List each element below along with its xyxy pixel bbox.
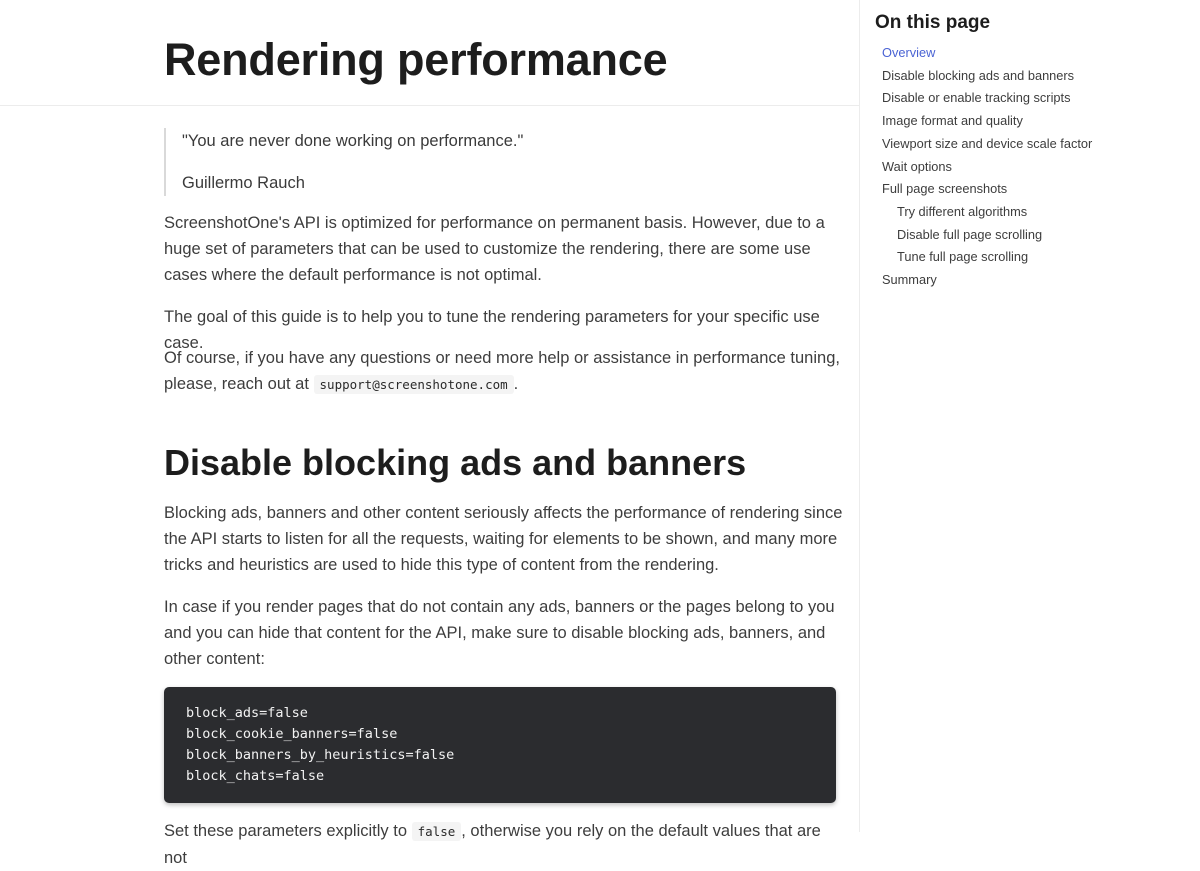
intro-paragraph-1: ScreenshotOne's API is optimized for performance on permanent basis. However, due to a huge set of parameters that can be used to customize the rendering, there are some use cases where the default performance is not optimal. [164,214,825,284]
toc-item-full-page-screenshots[interactable]: Full page screenshots [882,181,1008,197]
page-header [0,0,859,106]
code-line: block_banners_by_heuristics=false [186,747,455,763]
toc-item-summary[interactable]: Summary [882,272,937,288]
section-paragraph-3 [164,818,844,871]
toc-list [882,42,1092,292]
toc-item-image-format[interactable]: Image format and quality [882,113,1023,129]
quote-author: Guillermo Rauch [182,174,305,192]
code-line: block_ads=false [186,705,308,721]
intro-paragraph-3 [164,345,844,398]
toc-item-tune-scrolling[interactable]: Tune full page scrolling [897,249,1029,265]
intro-paragraph-2: The goal of this guide is to help you to tune the rendering parameters for your specific use case. [164,308,820,352]
quote-text: "You are never done working on performance." [182,132,524,150]
section-heading-disable-blocking: Disable blocking ads and banners [164,442,747,483]
toc-item-disable-scrolling[interactable]: Disable full page scrolling [897,226,1043,242]
code-line: block_chats=false [186,768,325,784]
toc-item-viewport-size[interactable]: Viewport size and device scale factor [882,135,1093,151]
toc-item-overview[interactable]: Overview [882,45,936,60]
toc-heading: On this page [875,12,991,33]
intro-paragraph-3-text: Of course, if you have any questions or need more help or assistance in performance tuning, please, reach out at [164,349,840,393]
section-paragraph-3-text: Set these parameters explicitly to [164,822,412,840]
toc-item-tracking-scripts[interactable]: Disable or enable tracking scripts [882,90,1071,106]
toc-item-try-algorithms[interactable]: Try different algorithms [897,203,1028,219]
toc-item-wait-options[interactable]: Wait options [882,158,952,174]
toc-item-disable-blocking-ads[interactable]: Disable blocking ads and banners [882,67,1075,83]
section-paragraph-2: In case if you render pages that do not contain any ads, banners or the pages belong to you and you can hide that content for the API, make sure to disable blocking ads, banners, and other content: [164,598,835,668]
intro-paragraph-3-end: . [513,375,519,393]
quote-block [164,128,837,196]
support-email-code: support@screenshotone.com [314,375,514,394]
code-line: block_cookie_banners=false [186,726,398,742]
false-value-code: false [412,822,462,841]
code-block[interactable] [164,687,836,803]
section-paragraph-1: Blocking ads, banners and other content seriously affects the performance of rendering since the API starts to listen for all the requests, waiting for elements to be shown, and many more tricks and heuristics are used to hide this type of content from the rendering. [164,504,843,574]
table-of-contents [859,0,1200,832]
page-title: Rendering performance [164,34,668,85]
section-paragraph-3-end: , otherwise you rely on the default values that are not [164,822,821,867]
